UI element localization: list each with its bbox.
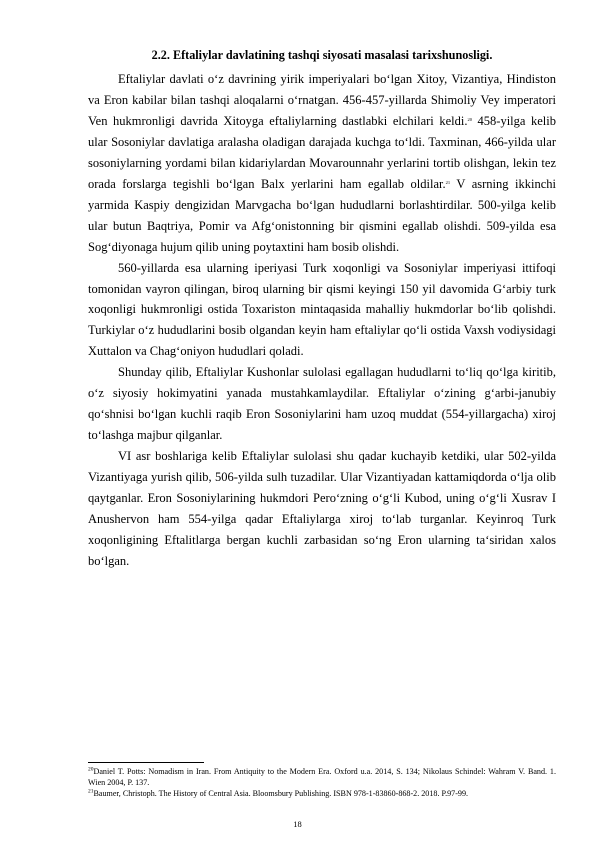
footnotes	[88, 766, 556, 800]
section-heading: 2.2. Eftaliylar davlatining tashqi siyosati masalasi tarixshunosligi.	[151, 48, 493, 62]
footnote-ref-21: 21	[445, 179, 451, 185]
footnote-ref-20: 20	[467, 116, 472, 122]
footnote-divider	[88, 762, 204, 763]
paragraph-1-text-a: Eftaliylar davlati o‘z davrining yirik imperiyalari bo‘lgan Xitoy, Vizantiya, Hindiston va Eron kabilar bilan tashqi aloqalarni o‘rnatgan. 456-457-yillarda Shimoliy Vey imperatori Ven hukmronligi davrida Xitoyga eftaliylarning dastlabki elchilari keldi.	[88, 72, 556, 128]
paragraph-1	[88, 69, 556, 258]
footnote-text: Daniel T. Potts: Nomadism in Iran. From Antiquity to the Modern Era. Oxford u.a. 2014, S. 134; Nikolaus Schindel: Wahram V. Band. 1. Wien 2004, P. 137.	[88, 767, 556, 788]
paragraph-1-text-b: 458-yilga kelib ular Sosoniylar davlatiga aralasha oladigan darajada kuchga to‘ldi. Taxminan, 466-yilda ular sosoniylarning yordami bilan kidariylardan Movarounnahr yerlarini tortib olishgan, lekin tez orada forslarga tegishli bo‘lgan Balx yerlarini ham egallab oldilar.	[88, 113, 556, 191]
footnote-21	[88, 788, 556, 799]
footnote-number: 21	[88, 789, 94, 796]
paragraph-1-text-c: V asrning ikkinchi yarmida Kaspiy dengizidan Marvgacha bo‘lgan hududlarni borlashtirdilar. 500-yilga kelib ular butun Baqtriya, Pomir va Afg‘onistonning bir qismini egallab olishdi. 509-yilda esa Sog‘diyonaga hujum qilib uning poytaxtini ham bosib olishdi.	[88, 176, 556, 254]
body-text	[88, 69, 556, 572]
footnote-number: 20	[88, 766, 94, 773]
paragraph-2: 560-yillarda esa ularning iperiyasi Turk xoqonligi va Sosoniylar imperiyasi ittifoqi tomonidan vayron qilingan, biroq ularning bir qismi keyingi 150 yil davomida G‘arbiy turk xoqonligi hukmronligi ostida Toxariston mintaqasida mahalliy hukmdorlar bo‘lib qolishdi. Turkiylar o‘z hududlarini bosib olgandan keyin ham eftaliylar qo‘li ostida Vaxsh vodiysidagi Xuttalon va Chag‘oniyon hududlari qoladi.	[88, 260, 556, 359]
page-number: 18	[293, 819, 302, 829]
footnote-text: Baumer, Christoph. The History of Central Asia. Bloomsbury Publishing. ISBN 978-1-83860-868-2. 2018. P.97-99.	[93, 789, 469, 799]
footnote-20	[88, 766, 556, 788]
paragraph-4: VI asr boshlariga kelib Eftaliylar sulolasi shu qadar kuchayib ketdiki, ular 502-yilda Vizantiyaga yurish qilib, 506-yilda sulh tuzadilar. Ular Vizantiyadan kattamiqdorda o‘lja olib qaytganlar. Eron Sosoniylarining hukmdori Pero‘zning o‘g‘li Kubod, uning o‘g‘li Xusrav I Anushervon ham 554-yilga qadar Eftaliylarga xiroj to‘lab turganlar. Keyinroq Turk xoqonligining Eftalitlarga bergan kuchli zarbasidan so‘ng Eron ularning ta‘siridan xalos bo‘lgan.	[88, 449, 556, 568]
paragraph-3: Shunday qilib, Eftaliylar Kushonlar sulolasi egallagan hududlarni to‘liq qo‘lga kiritib, o‘z siyosiy hokimyatini yanada mustahkamlaydilar. Eftaliylar o‘zining g‘arbi-janubiy qo‘shnisi bo‘lgan kuchli raqib Eron Sosoniylarini ham uzoq muddat (554-yillargacha) xiroj to‘lashga majbur qilganlar.	[88, 365, 556, 443]
